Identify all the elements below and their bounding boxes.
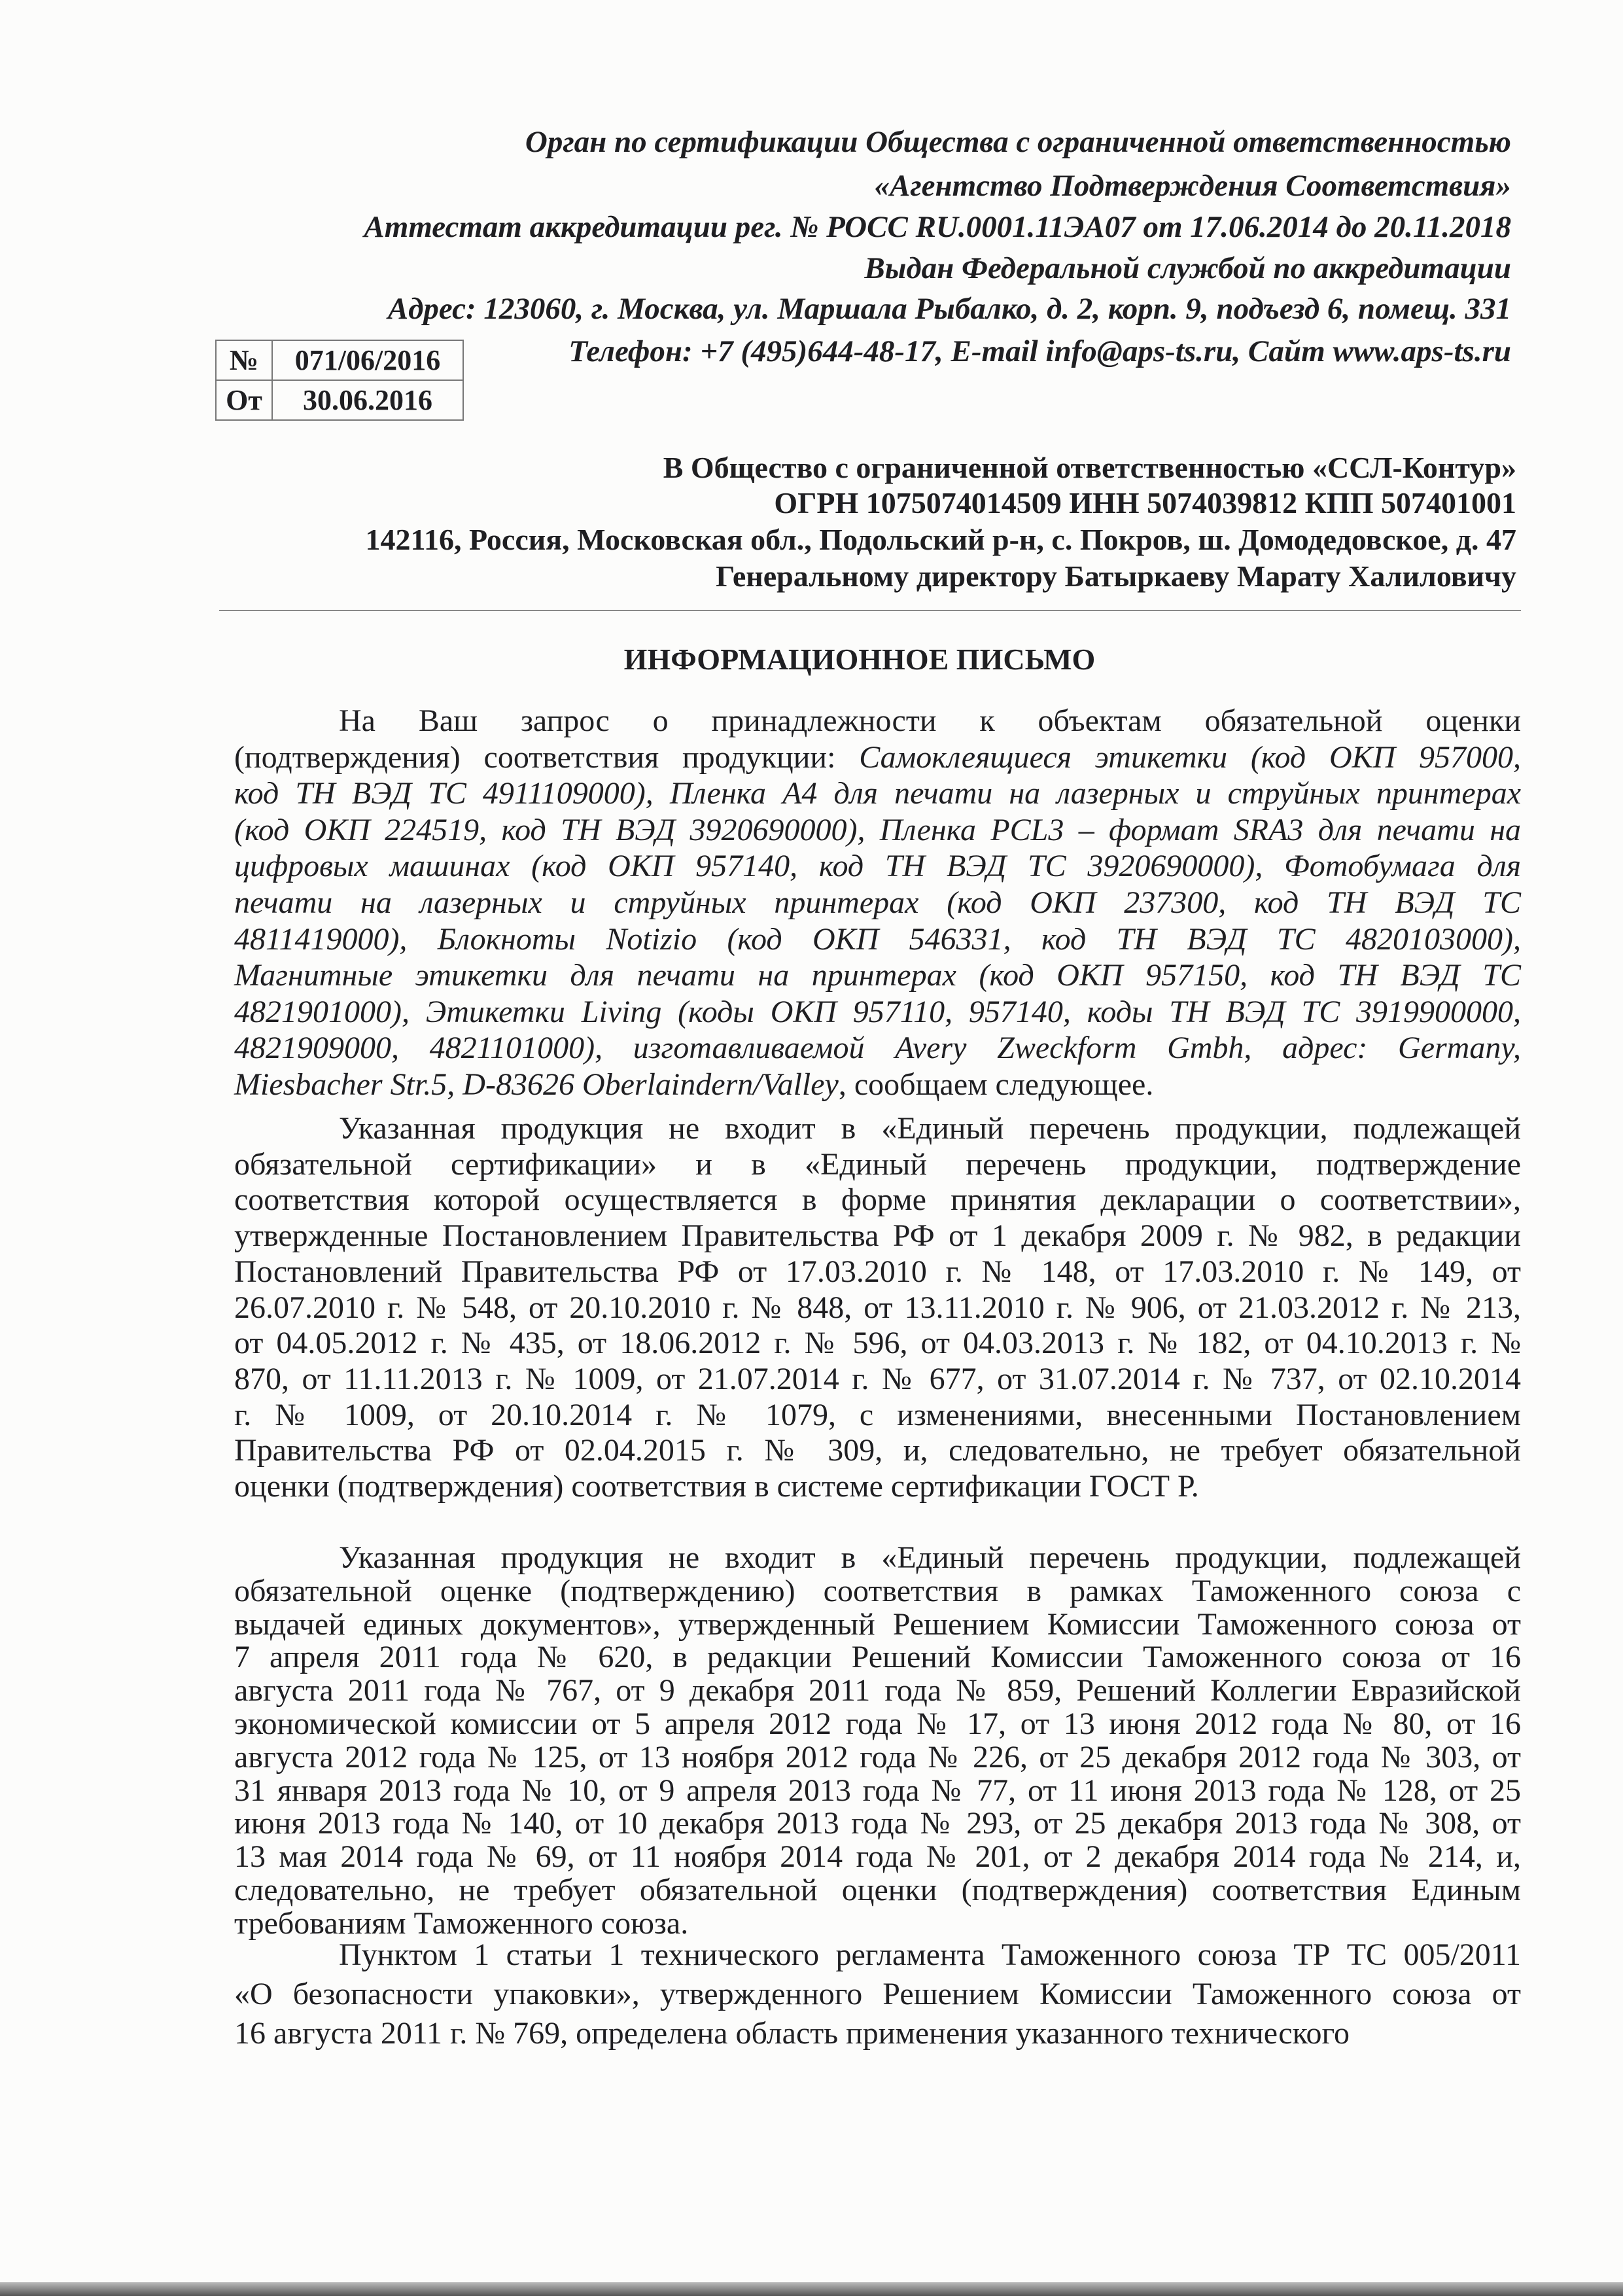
product-list-text: печати на лазерных и струйных принтерах (код ОКП 237300, код ТН ВЭД ТС (234, 885, 1521, 920)
body-text: Указанная продукция не входит в «Единый перечень продукции, подлежащей (339, 1540, 1521, 1575)
paragraph-line (234, 1708, 1521, 1741)
product-list-text: Miesbacher Str.5, D-83626 Oberlaindern/Valley (234, 1067, 839, 1102)
paragraph-line (234, 1841, 1521, 1874)
letterhead-line: «Агентство Подтверждения Соответствия» (874, 169, 1511, 203)
paragraph-line (234, 775, 1521, 812)
body-text: от 04.05.2012 г. № 435, от 18.06.2012 г. № 596, от 04.03.2013 г. № 182, от 04.10.2013 г. № (234, 1326, 1521, 1361)
paragraph-line (234, 1674, 1521, 1708)
body-text: 7 апреля 2011 года № 620, в редакции Решений Комиссии Таможенного союза от 16 (234, 1640, 1521, 1675)
body-text: 870, от 11.11.2013 г. № 1009, от 21.07.2014 г. № 677, от 31.07.2014 г. № 737, от 02.10.2014 (234, 1361, 1521, 1396)
paragraph-line (234, 1398, 1521, 1434)
paragraph-line (234, 703, 1521, 739)
scan-bottom-edge (0, 2282, 1623, 2296)
product-list-text: 4821909000, 4821101000), изготавливаемой Avery Zweckform Gmbh, адрес: Germany, (234, 1031, 1521, 1066)
recipient-line: Генеральному директору Батыркаеву Марату Халиловичу (716, 559, 1516, 593)
paragraph-line (234, 1775, 1521, 1808)
product-list-text: код ТН ВЭД ТС 4911109000), Пленка А4 для печати на лазерных и струйных принтерах (234, 776, 1521, 811)
paragraph-line (234, 994, 1521, 1031)
paragraph-line (234, 812, 1521, 849)
paragraph-line (234, 1254, 1521, 1290)
letterhead-line: Выдан Федеральной службой по аккредитации (864, 251, 1511, 285)
paragraph-line (234, 1433, 1521, 1469)
paragraph-line (234, 1326, 1521, 1362)
body-text: оценки (подтверждения) соответствия в системе сертификации ГОСТ Р. (234, 1469, 1199, 1504)
body-text: экономической комиссии от 5 апреля 2012 года № 17, от 13 июня 2012 года № 80, от 16 (234, 1706, 1521, 1741)
body-text: обязательной сертификации» и в «Единый перечень продукции, подтверждение (234, 1146, 1521, 1182)
product-list-text: 4821901000), Этикетки Living (коды ОКП 957110, 957140, коды ТН ВЭД ТС 3919900000, (234, 994, 1521, 1029)
paragraph-line (234, 1975, 1521, 2014)
paragraph-customs-union (234, 1542, 1521, 1941)
body-text: На Ваш запрос о принадлежности к объектам обязательной оценки (339, 703, 1521, 738)
body-text: августа 2012 года № 125, от 13 ноября 2012 года № 226, от 25 декабря 2012 года № 303, от (234, 1739, 1521, 1775)
body-text: соответствия которой осуществляется в форме принятия декларации о соответствии», (234, 1182, 1521, 1218)
paragraph-line (234, 739, 1521, 776)
recipient-line: 142116, Россия, Московская обл., Подольский р-н, с. Покров, ш. Домодедовское, д. 47 (365, 523, 1516, 556)
paragraph-line (234, 885, 1521, 921)
body-text: утвержденные Постановлением Правительства РФ от 1 декабря 2009 г. № 982, в редакции (234, 1218, 1521, 1254)
paragraph-line (234, 1067, 1521, 1103)
number-label: № (216, 340, 272, 380)
paragraph-line (234, 1608, 1521, 1642)
product-list-text: (код ОКП 224519, код ТН ВЭД 3920690000), Пленка PCL3 – формат SRA3 для печати на (234, 812, 1521, 847)
paragraph-line (234, 1874, 1521, 1907)
paragraph-technical-regulation (234, 1935, 1521, 2053)
product-list-text: Магнитные этикетки для печати на принтерах (код ОКП 957150, код ТН ВЭД ТС (234, 958, 1521, 993)
body-text: августа 2011 года № 767, от 9 декабря 2011 года № 859, Решений Коллегии Евразийской (234, 1673, 1521, 1708)
paragraph-line (234, 1807, 1521, 1841)
letterhead-line: Телефон: +7 (495)644-48-17, E-mail info@aps-ts.ru, Сайт www.aps-ts.ru (568, 334, 1511, 368)
body-text: следовательно, не требует обязательной оценки (подтверждения) соответствия Единым (234, 1872, 1521, 1907)
date-label: От (216, 380, 272, 420)
body-text: июня 2013 года № 140, от 10 декабря 2013 года № 293, от 25 декабря 2013 года № 308, от (234, 1806, 1521, 1841)
body-text: , сообщаем следующее. (838, 1067, 1154, 1102)
registration-number: 071/06/2016 (272, 340, 463, 380)
paragraph-line (234, 1741, 1521, 1775)
paragraph-line (234, 921, 1521, 958)
product-list-text: 4811419000), Блокноты Notizio (код ОКП 546331, код ТН ВЭД ТС 4820103000), (234, 921, 1521, 957)
recipient-line: В Общество с ограниченной ответственностью «ССЛ-Контур» (663, 451, 1516, 484)
separator-rule (219, 610, 1521, 611)
paragraph-line (234, 1469, 1521, 1505)
body-text: (подтверждения) соответствия продукции: (234, 739, 860, 775)
paragraph-line (234, 1182, 1521, 1218)
paragraph-line (234, 1935, 1521, 1975)
registration-number-row (216, 340, 463, 380)
recipient-line: ОГРН 1075074014509 ИНН 5074039812 КПП 507401001 (774, 486, 1516, 520)
body-text: Указанная продукция не входит в «Единый перечень продукции, подлежащей (339, 1111, 1521, 1146)
body-text: Пунктом 1 статьи 1 технического регламента Таможенного союза ТР ТС 005/2011 (339, 1937, 1521, 1972)
registration-date-row (216, 380, 463, 420)
paragraph-line (234, 1641, 1521, 1674)
registration-table (215, 340, 464, 421)
paragraph-line (234, 2014, 1521, 2053)
body-text: 26.07.2010 г. № 548, от 20.10.2010 г. № 848, от 13.11.2010 г. № 906, от 21.03.2012 г. № 213, (234, 1290, 1521, 1325)
body-text: Правительства РФ от 02.04.2015 г. № 309, и, следовательно, не требует обязательной (234, 1433, 1521, 1468)
body-text: Постановлений Правительства РФ от 17.03.2010 г. № 148, от 17.03.2010 г. № 149, от (234, 1254, 1521, 1289)
body-text: требованиям Таможенного союза. (234, 1905, 689, 1941)
document-title: ИНФОРМАЦИОННОЕ ПИСЬМО (623, 643, 1096, 676)
paragraph-line (234, 957, 1521, 994)
paragraph-gost (234, 1111, 1521, 1505)
body-text: 13 мая 2014 года № 69, от 11 ноября 2014 года № 201, от 2 декабря 2014 года № 214, и, (234, 1839, 1521, 1875)
paragraph-request (234, 703, 1521, 1103)
paragraph-line (234, 1030, 1521, 1067)
paragraph-line (234, 1218, 1521, 1254)
body-text: «О безопасности упаковки», утвержденного Решением Комиссии Таможенного союза от (234, 1977, 1521, 2011)
body-text: 16 августа 2011 г. № 769, определена область применения указанного технического (234, 2016, 1350, 2051)
letterhead-line: Адрес: 123060, г. Москва, ул. Маршала Рыбалко, д. 2, корп. 9, подъезд 6, помещ. 331 (387, 292, 1511, 326)
paragraph-line (234, 1290, 1521, 1326)
letterhead-line: Орган по сертификации Общества с ограниченной ответственностью (525, 125, 1511, 159)
product-list-text: цифровых машинах (код ОКП 957140, код ТН ВЭД ТС 3920690000), Фотобумага для (234, 849, 1521, 884)
body-text: 31 января 2013 года № 10, от 9 апреля 2013 года № 77, от 11 июня 2013 года № 128, от 25 (234, 1773, 1521, 1808)
paragraph-line (234, 1111, 1521, 1147)
paragraph-line (234, 848, 1521, 885)
paragraph-line (234, 1362, 1521, 1398)
registration-date: 30.06.2016 (272, 380, 463, 420)
body-text: выдачей единых документов», утвержденный Решением Комиссии Таможенного союза от (234, 1606, 1521, 1642)
body-text: обязательной оценке (подтверждению) соответствия в рамках Таможенного союза с (234, 1573, 1521, 1608)
body-text: г. № 1009, от 20.10.2014 г. № 1079, с изменениями, внесенными Постановлением (234, 1397, 1521, 1432)
product-list-text: Самоклеящиеся этикетки (код ОКП 957000, (859, 739, 1521, 775)
letterhead-line: Аттестат аккредитации рег. № РОСС RU.0001.11ЭА07 от 17.06.2014 до 20.11.2018 (364, 210, 1511, 244)
paragraph-line (234, 1575, 1521, 1608)
paragraph-line (234, 1147, 1521, 1183)
paragraph-line (234, 1542, 1521, 1575)
